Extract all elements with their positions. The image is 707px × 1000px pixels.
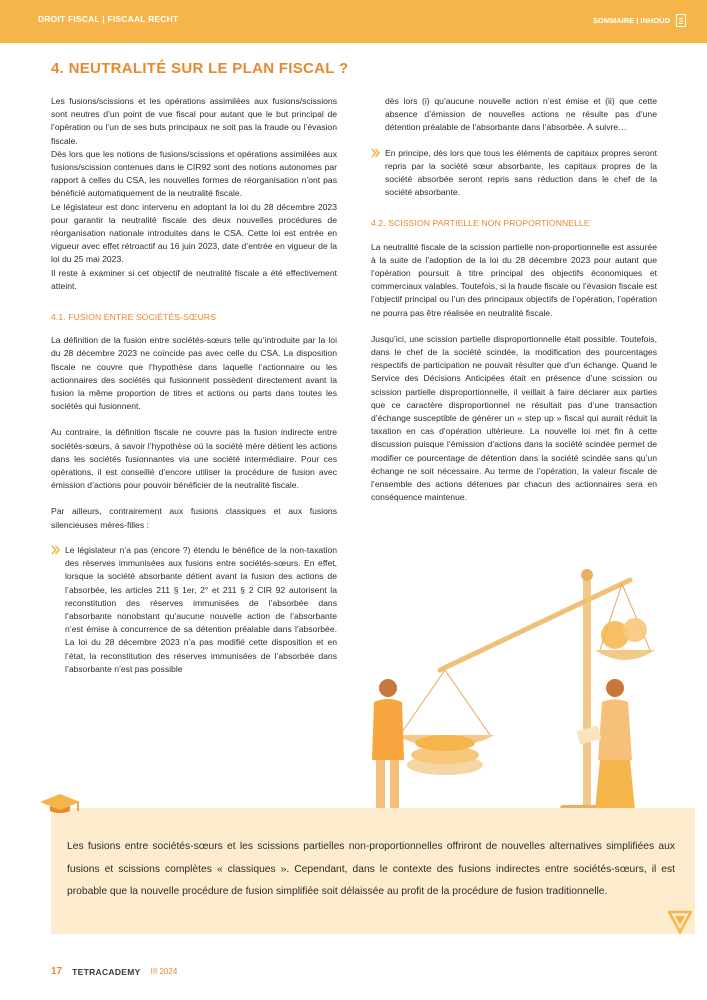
clipboard	[577, 725, 602, 744]
body-paragraph: La neutralité fiscale de la scission partielle non-proportionnelle est assurée à la suite de l’adoption de la loi du 28 décembre 2023 pour autant que l’opération poursuit à titre principal des objectifs économiques et commerciaux valables. Toutefois, si la fraude fiscale ou l’évasion fiscale est l’objectif principal ou l’un des principaux objectifs de l’opération, l’opération ne pourra pas être réalisée en neutralité fiscale.	[371, 241, 657, 318]
body-paragraph: Jusqu’ici, une scission partielle disproportionnelle était possible. Toutefois, dans le chef de la société scindée, la modification des pourcentages respectifs de participation ne pouvait résulter que d’un échange. Quand le Service des Décisions Anticipées était en présence d’une scission ou scission partielle disproportionnelle, il veillait à faire déclarer aux parties que ce caractère disproportionnel ne résultait pas d’une transaction d’échange susceptible de générer un « step up » fiscal qui aurait réduit la taxation en cas d’opération ultérieure. La nouvelle loi met fin à cette discussion puisque l’émission d’actions dans la société scindée permet de modifier ce pourcentage de détention dans la société scindée sans qu’un échange ne soit nécessaire. Au terme de l’opération, la valeur fiscale de l’ensemble des actions détenues par chacun des actionnaires sera en conséquence maintenue.	[371, 333, 657, 503]
right-column	[371, 95, 657, 504]
intro-paragraph: Il reste à examiner si cet objectif de neutralité fiscale a été effectivement atteint.	[51, 267, 337, 291]
summary-nav[interactable]	[593, 14, 686, 27]
edition-label: III 2024	[150, 967, 178, 976]
brand-logo: TETRACADEMY	[72, 966, 141, 977]
bullet-list	[51, 544, 337, 676]
intro-paragraph: Dès lors que les notions de fusions/scissions et opérations assimilées aux fusions/scission contenues dans le CIR92 sont des notions autonomes par rapport à celles du CSA, les nouvelles formes de réorganisation n’ont pas bénéficié automatiquement de la neutralité fiscale.	[51, 148, 337, 199]
list-item-text: Le législateur n’a pas (encore ?) étendu le bénéfice de la non-taxation des réserves immunisées aux fusions entre sociétés-sœurs. En effet, lorsque la société absorbante détient avant la fusion des actions de l’absorbée, les articles 211 § 1er, 2° et 211 § 2 CIR 92 autorisent la reconstitution des réserves immunisées de l’absorbée dans l’absorbante nonobstant qu’aucune nouvelle action de l’absorbante n’est émise à concurrence de sa détention préalable dans l’absorbée. La loi du 28 décembre 2023 n’a pas modifié cette disposition et en l’état, la reconstitution des réserves immunisées de l’absorbée dans l’absorbante n’est pas possible	[65, 544, 337, 674]
conclusion-text: Les fusions entre sociétés-sœurs et les scissions partielles non-proportionnelles offriront de nouvelles alternatives simplifiées aux fusions et scissions complètes « classiques ». Cependant, dans le contexte des fusions indirectes entre sociétés-sœurs, il est probable que la nouvelle procédure de fusion simplifiée soit délaissée au profit de la procédure de fusion traditionnelle.	[67, 841, 675, 897]
conclusion-label: EN CONCLUSION	[87, 797, 163, 807]
person-head	[606, 679, 624, 697]
double-chevron-icon	[51, 545, 61, 555]
list-item	[371, 147, 657, 200]
section-heading-4-2: 4.2. SCISSION PARTIELLE NON PROPORTIONNELLE	[371, 218, 590, 229]
scale-beam	[440, 580, 630, 670]
double-chevron-icon	[371, 148, 381, 158]
page-footer	[51, 966, 177, 977]
scale-knob	[581, 569, 593, 581]
body-paragraph: Au contraire, la définition fiscale ne couvre pas la fusion indirecte entre sociétés-sœurs, à savoir l’hypothèse où la société mère détient les actions dans les sociétés fusionnantes via une société intermédiaire. Pour ces opérations, il est conseillé d’encore utiliser la procédure de fusion avec émission d’actions pour pouvoir bénéficier de la neutralité fiscale.	[51, 427, 337, 491]
balance-scale-illustration	[360, 560, 660, 830]
continuation-paragraph: dès lors (i) qu’aucune nouvelle action n’est émise et (ii) que cette absence d’émission de nouvelles actions ne résulte pas d’une détention préalable de l’absorbante dans l’absorbée. À suivre…	[385, 96, 657, 133]
page-number: 17	[51, 966, 63, 977]
list-item	[51, 544, 337, 676]
brand-triangle-icon	[668, 910, 692, 934]
section-label: DROIT FISCAL | FISCAAL RECHT	[38, 14, 179, 24]
document-list-icon[interactable]	[676, 14, 686, 27]
right-pan	[595, 650, 655, 660]
body-paragraph: Par ailleurs, contrairement aux fusions classiques et aux fusions silencieuses mères-filles :	[51, 506, 337, 530]
person-body	[598, 700, 632, 761]
intro-paragraph: Les fusions/scissions et les opérations assimilées aux fusions/scissions sont neutres d’un point de vue fiscal pour autant que le but principal de l’opération ou l’un de ses buts principaux ne soit pas la fraude ou l’évasion fiscale.	[51, 96, 337, 146]
scale-pillar	[583, 580, 591, 810]
left-column	[51, 95, 337, 686]
person-head	[379, 679, 397, 697]
coin-stack	[415, 735, 475, 751]
page-title: 4. NEUTRALITÉ SUR LE PLAN FISCAL ?	[51, 60, 349, 77]
summary-link[interactable]: SOMMAIRE | INHOUD	[592, 16, 670, 25]
list-item-text: En principe, dès lors que tous les éléments de capitaux propres seront repris par la société sœur absorbante, les capitaux propres de la société absorbée seront repris sans réduction dans le chef de la société absorbante.	[385, 147, 657, 198]
graduation-cap-icon	[38, 792, 82, 814]
bullet-list	[371, 147, 657, 200]
body-paragraph: La définition de la fusion entre sociétés-sœurs telle qu’introduite par la loi du 28 décembre 2023 ne coïncide pas avec celle du CSA. La disposition fiscale ne couvre que l’hypothèse dans laquelle l’actionnaire ou les actionnaires des sociétés qui fusionnent possèdent directement avant la fusion la même proportion de titres et actions ou parts dans toutes les sociétés qui fusionnent.	[51, 335, 337, 412]
coin-icon	[623, 618, 647, 642]
intro-paragraph: Le législateur est donc intervenu en adoptant la loi du 28 décembre 2023 pour garantir la neutralité fiscale des deux nouvelles procédures de réorganisation nationale introduites dans le CSA. Cette loi est entrée en vigueur avec effet rétroactif au 16 juin 2023, date d’entrée en vigueur de la loi du 25 mai 2023.	[51, 201, 337, 265]
page-header	[0, 0, 707, 43]
person-body	[372, 699, 404, 760]
section-heading-4-1: 4.1. FUSION ENTRE SOCIÉTÉS-SŒURS	[51, 312, 217, 323]
